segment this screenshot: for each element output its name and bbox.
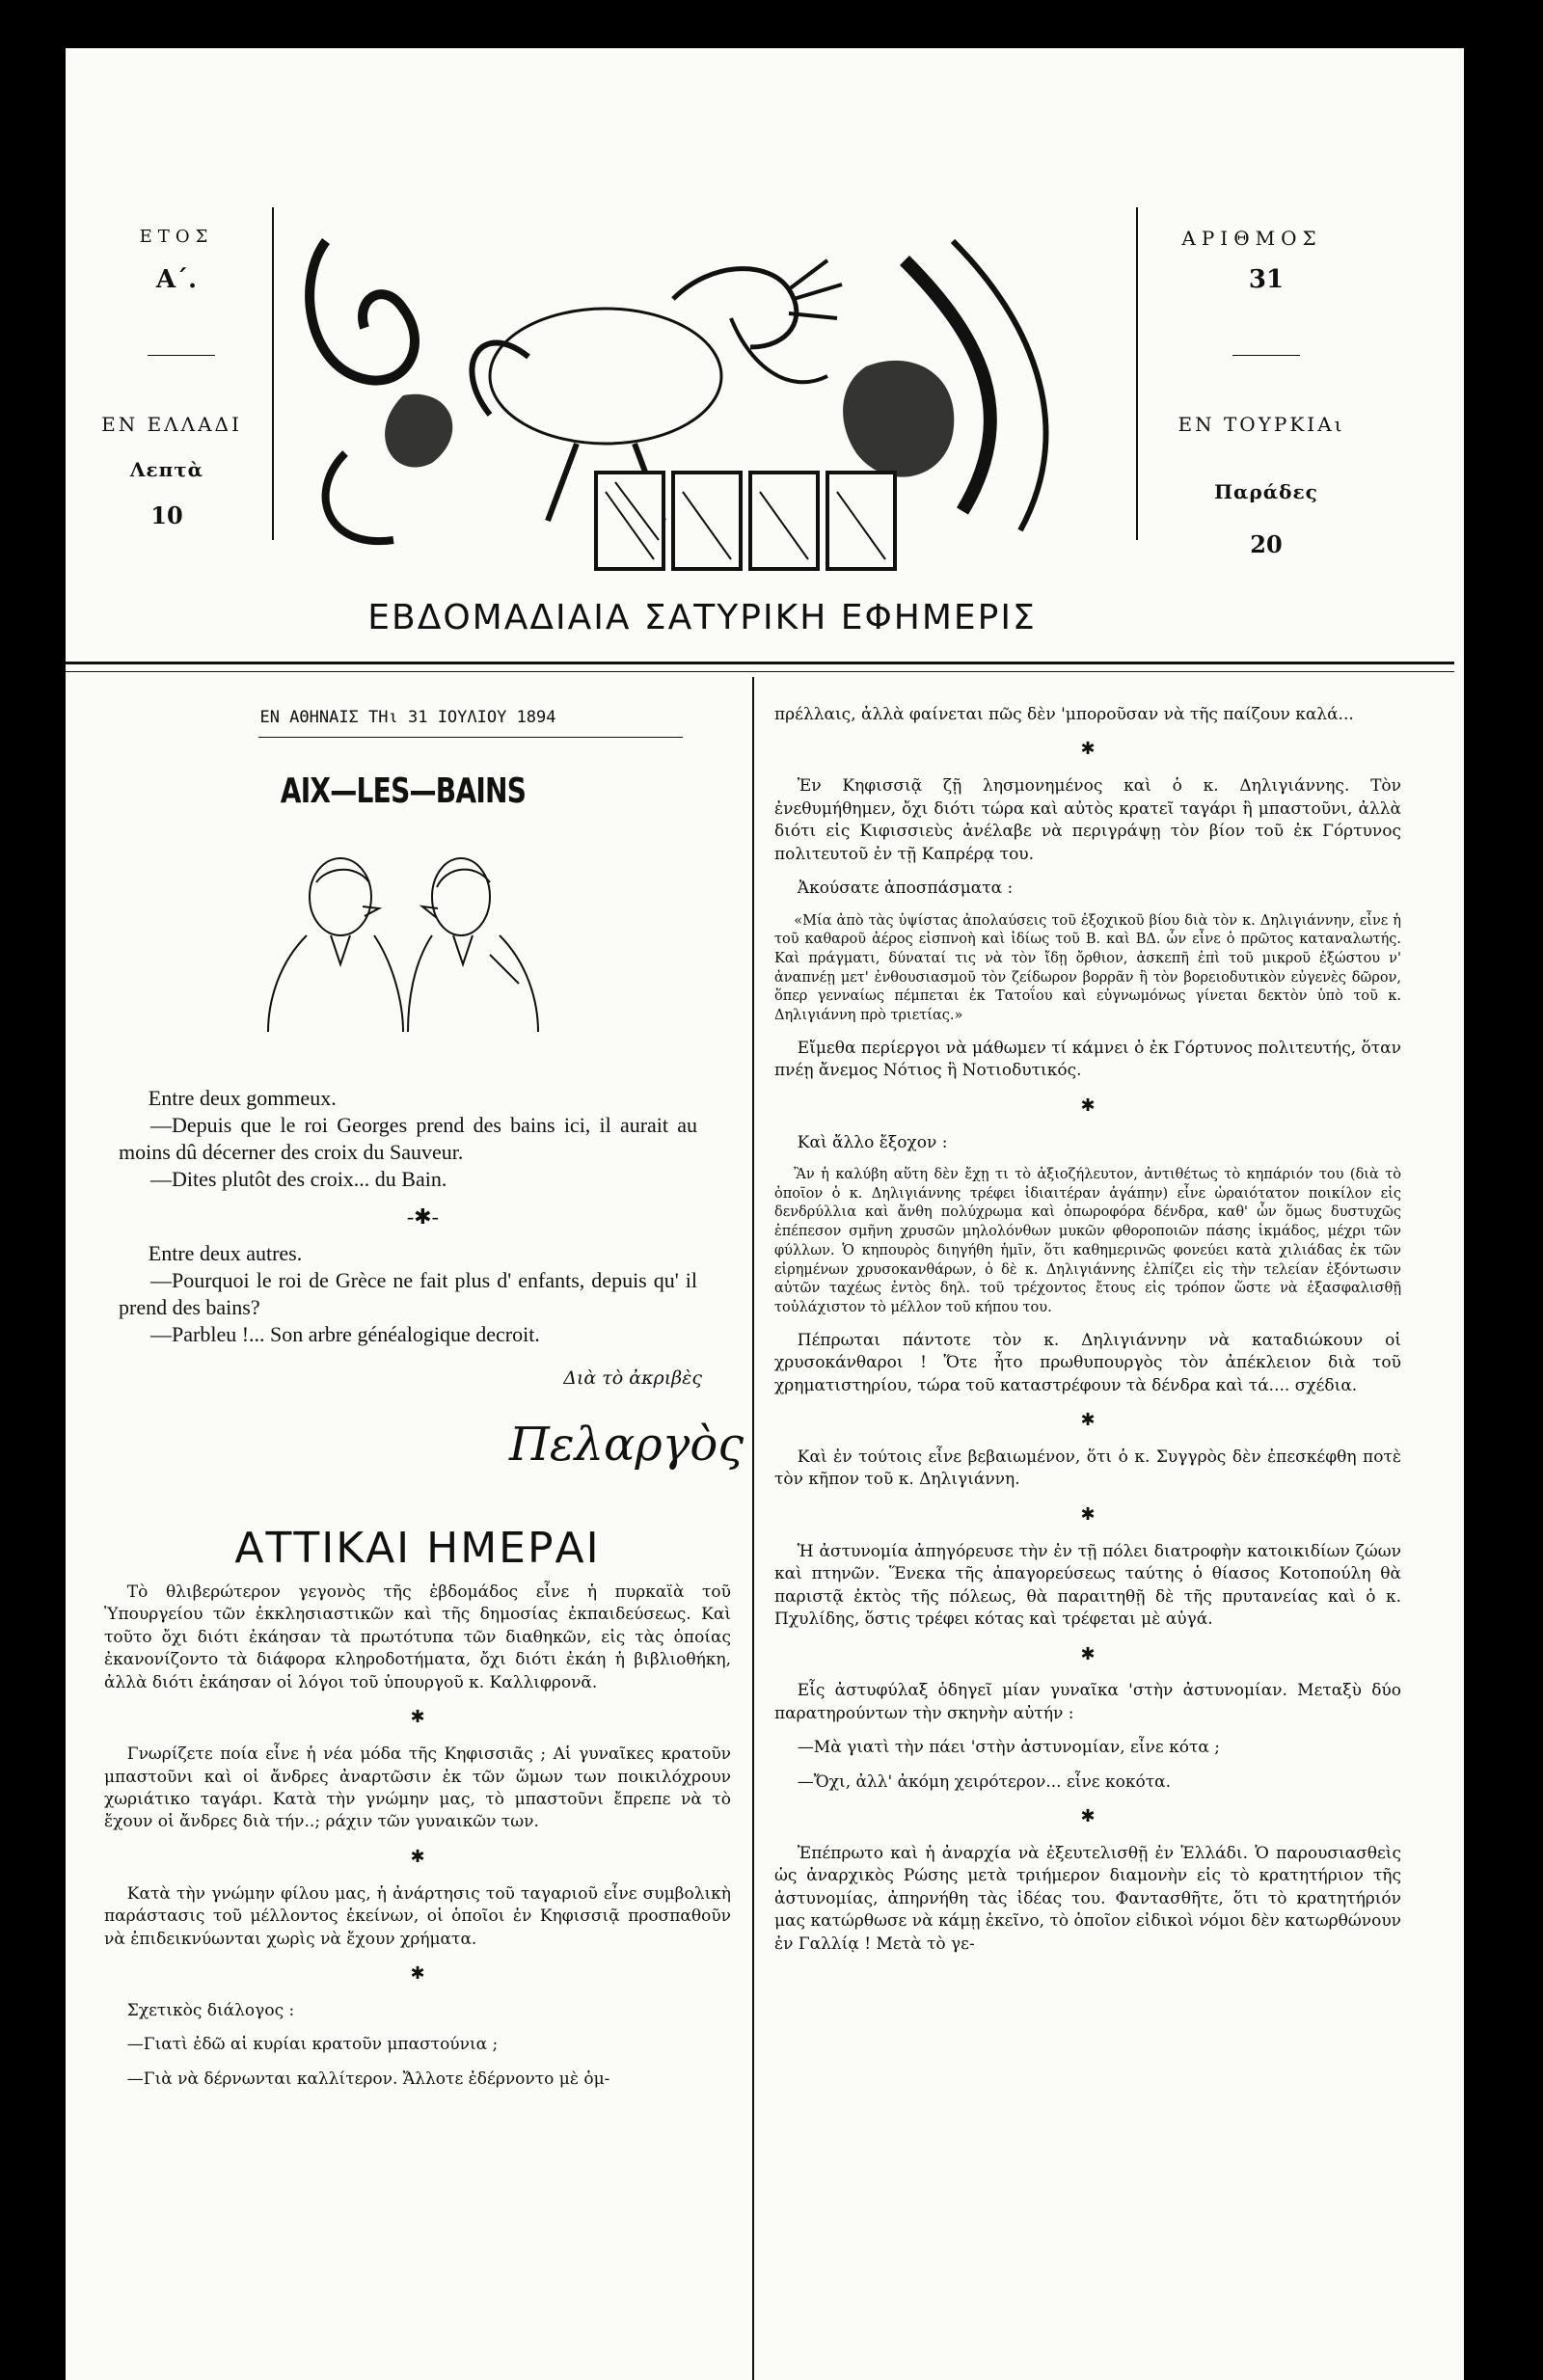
paragraph: Εἴμεθα περίεργοι νὰ μάθωμεν τί κάμνει ὁ ἐκ Γόρτυνος πολιτευτής, ὅταν πνέῃ ἄνεμος Νότιος ἢ Νοτιοδυτικός. [774,1038,1401,1081]
paragraph: —Γιὰ νὰ δέρνωνται καλλίτερον. Ἄλλοτε ἐδέρνοντο μὲ ὁμ- [126,2069,610,2089]
paragraph: πρέλλαις, ἀλλὰ φαίνεται πῶς δὲν 'μποροῦσαν νὰ τῆς παίζουν καλά... [774,705,1354,724]
paragraph: Ἡ ἀστυνομία ἀπηγόρευσε τὴν ἐν τῇ πόλει διατροφὴν κατοικιδίων ζώων καὶ πτηνῶν. Ἕνεκα τῆς ἀπαγορεύσεως ταύτης ὁ θίασος Κοτοπούλη θὰ παριστᾷ ἐκτὸς τῆς πόλεως, θὰ παραιτηθῇ δὲ τῆς πρυτανείας καὶ ὁ κ. Πχυλίδης, ὅστις τρέφει κότας καὶ τρέφεται μὲ αὐγά. [774,1541,1401,1630]
paragraph: Εἷς ἀστυφύλαξ ὁδηγεῖ μίαν γυναῖκα 'στὴν ἀστυνομίαν. Μεταξὺ δύο παρατηρούντων τὴν σκηνὴν αὐτήν : [774,1681,1401,1723]
left-column-text [104,1582,731,2102]
signature: Πελαργὸς [509,1418,744,1472]
number-value: 31 [1248,265,1285,294]
left-place: ΕΝ ΕΛΛΑΔΙ [101,413,242,436]
two-gentlemen-illustration [249,839,557,1032]
star-separator: ✱ [1080,1643,1096,1664]
masthead-illustration [287,203,1126,588]
star-separator: ✱ [1080,1503,1096,1525]
paragraph: Γνωρίζετε ποία εἶνε ἡ νέα μόδα τῆς Κηφισσιᾶς ; Αἱ γυναῖκες κρατοῦν μπαστοῦνι καὶ οἱ ἄνδρες ἀναρτῶσιν ἐκ τῶν ὤμων των ποικιλόχρουν χωριάτικο ταγάρι. Κατὰ τὴν γνώμην μας, τὸ μπαστοῦνι ἔπρεπε νὰ τὸ ἔχουν οἱ ἄνδρες διὰ τήν..; ράχιν τῶν γυναικῶν των. [104,1744,731,1832]
masthead-title [625,492,818,493]
right-column-text [774,704,1401,1967]
fr-paragraph: —Pourquoi le roi de Grèce ne fait plus d' enfants, depuis qu' il prend des bains? [119,1267,697,1320]
paragraph: Ἐπέπρωτο καὶ ἡ ἀναρχία νὰ ἐξευτελισθῇ ἐν Ἑλλάδι. Ὁ παρουσιασθεὶς ὡς ἀναρχικὸς Ρώσης μετὰ τριήμερον διαμονὴν εἰς τὸ κρατητήριον τῆς ἀστυνομίας, ἀπηρνήθη τὰς ἰδέας του. Φαντασθῆτε, ὅτι τὸ κρατητήριόν μας κατώρθωσε νὰ κάμῃ ἐκεῖνο, τὸ ὁποῖον εἰδικοὶ νόμοι δὲν κατωρθώνουν ἐν Γαλλίᾳ ! Μετὰ τὸ γε- [774,1844,1401,1954]
right-currency: Παράδες [1214,480,1318,503]
header-rule [66,662,1454,664]
star-separator: ✱ [410,1846,425,1867]
fr-paragraph: Entre deux autres. [148,1240,303,1265]
section2-title: ΑΤΤΙΚΑΙ ΗΜΕΡΑΙ [234,1524,601,1573]
right-place: ΕΝ ΤΟΥΡΚΙΑι [1178,413,1345,436]
star-separator: ✱ [1080,1410,1096,1431]
fr-paragraph: —Dites plutôt des croix... du Bain. [150,1167,447,1192]
paragraph: Ἐν Κηφισσιᾷ ζῇ λησμονημένος καὶ ὁ κ. Δηλιγιάννης. Τὸν ἐνεθυμήθημεν, ὄχι διότι τώρα καὶ αὐτὸς κρατεῖ ταγάρι ἢ μπαστοῦνι, ἀλλὰ διότι εἰς Κιφισσιεὺς ἀνέλαβε νὰ περιγράψῃ τὸν βίον τοῦ ἐκ Γόρτυνος πολιτευτοῦ ἐν τῇ Καπρέρᾳ του. [774,776,1401,864]
copy-line: Διὰ τὸ ἀκριβὲς [563,1367,702,1389]
paragraph: Κατὰ τὴν γνώμην φίλου μας, ἡ ἀνάρτησις τοῦ ταγαριοῦ εἶνε συμβολικὴ παράστασις τοῦ μέλλοντος ἐκείνων, οἱ ὁποῖοι ἐν Κηφισσιᾷ προσπαθοῦν νὰ ἐπιδεικνύωνται χωρὶς νὰ ἔχουν χρήματα. [104,1883,731,1949]
paragraph: —Ὄχι, ἀλλ' ἀκόμη χειρότερον... εἶνε κοκότα. [797,1771,1172,1792]
paragraph: Καὶ ἐν τούτοις εἶνε βεβαιωμένον, ὅτι ὁ κ. Συγγρὸς δὲν ἐπεσκέφθη ποτὲ τὸν κῆπον τοῦ κ. Δηλιγιάννη. [774,1447,1401,1490]
paragraph: —Γιατὶ ἐδῶ αἱ κυρίαι κρατοῦν μπαστούνια ; [126,2035,499,2055]
paragraph: Καὶ ἄλλο ἔξοχον : [797,1132,948,1152]
quote: Ἂν ἡ καλύβη αὕτη δὲν ἔχῃ τι τὸ ἀξιοζήλευτον, ἀντιθέτως τὸ κηπάριόν του (διὰ τὸ ὁποῖον ὁ κ. Δηλιγιάννης τρέφει ἰδιαιτέραν ἀγάπην) εἶνε ὡραιότατον ποικίλον εἰς δενδρύλλια καὶ ἄνθη πολύχρωμα καὶ ὀπωροφόρα δένδρα, καθ' ὧν ὅμως δυστυχῶς ἐπέπεσον σμῆνη χρυσῶν μηλολόνθων μυκῶν φθοροποιῶν πάσης ἰκμάδος, μέχρι τῶν φύλλων. Ὁ κηπουρὸς διηγήθη ἡμῖν, ὅτι καθημερινῶς φονεύει κατὰ χιλιάδας ἐκ τῶν εἰρημένων χρυσοκανθάρων, ὁ δὲ κ. Δηλιγιάννης ἐλπίζει εἰς τὴν τελείαν ἐξόντωσιν αὐτῶν ταχέως ἐντὸς δηλ. τοῦ τρέχοντος ἔτους εἰς τρόπον ὥστε νὰ ἐξασφαλισθῇ τοὐλάχιστον τὸ μέλλον τοῦ κήπου του. [774,1167,1401,1316]
paragraph: Τὸ θλιβερώτερον γεγονὸς τῆς ἑβδομάδος εἶνε ἡ πυρκαϊὰ τοῦ Ὑπουργείου τῶν ἐκκλησιαστικῶν καὶ τῆς δημοσίας ἐκπαιδεύσεως. Καὶ τοῦτο ὄχι διότι ἐκάησαν τὰ πρωτότυπα τῶν διαθηκῶν, εἰς τὰς ὁποίας ἐκανονίζοντο τὰ διάφορα κληροδοτήματα, ὄχι διότι ἐκάη ἡ βιβλιοθήκη, ἀλλὰ διότι ἐκάησαν οἱ λόγοι τοῦ ὑπουργοῦ κ. Καλλιφρονᾶ. [104,1582,731,1692]
dateline: ΕΝ ΑΘΗΝΑΙΣ ΤΗι 31 ΙΟΥΛΙΟΥ 1894 [259,708,556,727]
star-separator: ✱ [1080,1806,1096,1827]
right-price: 20 [1250,530,1283,558]
left-price: 10 [150,501,183,529]
subtitle: ΕΒΔΟΜΑΔΙΑΙΑ ΣΑΤΥΡΙΚΗ ΕΦΗΜΕΡΙΣ [367,598,1037,637]
masthead-right-border [1136,207,1138,540]
paragraph: Πέπρωται πάντοτε τὸν κ. Δηλιγιάννην νὰ καταδιώκουν οἱ χρυσοκάνθαροι ! Ὅτε ἦτο πρωθυπουργὸς τὸν ἀπέκλειον διὰ τοῦ χρηματιστηρίου, τώρα τοῦ καταστρέφουν τὰ δένδρα καὶ τά.... σχέδια. [774,1330,1401,1395]
fr-paragraph: Entre deux gommeux. [148,1086,337,1110]
paragraph: Σχετικὸς διάλογος : [126,2000,295,2020]
fr-separator: -✱- [406,1204,439,1229]
fr-paragraph: —Parbleu !... Son arbre généalogique decroit. [150,1322,540,1347]
left-currency: Λεπτὰ [129,458,204,481]
quote: «Μία ἀπὸ τὰς ὑψίστας ἀπολαύσεις τοῦ ἐξοχικοῦ βίου διὰ τὸν κ. Δηλιγιάννην, εἶνε ἡ τοῦ καθαροῦ ἀέρος εἰσπνοὴ καὶ ἰδίως τοῦ Β. καὶ ΒΔ. ὧν εἶνε ὁ πρῶτος καταναλωτής. Καὶ πράγματι, δύναταί τις νὰ τὸν ἴδῃ ὄρθιον, ἀσκεπῆ ἐπὶ τοῦ μικροῦ ἐξώστου ν' ἀναπνέῃ μετ' ἐνθουσιασμοῦ τὸν ζείδωρον βορρᾶν ἢ τὸν βορειοδυτικὸν εὐγενὲς δῶρον, ὅπερ γενναίως πέμπεται ἐκ Τατοΐου καὶ εὐγνωμόνως γίνεται δεκτὸν ὑπὸ τοῦ κ. Δηλιγιάννη πρὸ τριετίας.» [774,912,1401,1024]
number-label: ΑΡΙΘΜΟΣ [1181,227,1322,250]
divider [1232,355,1300,356]
star-separator: ✱ [1080,1095,1096,1116]
year-label: ΕΤΟΣ [139,227,214,247]
star-separator: ✱ [410,1707,425,1728]
divider [148,355,215,356]
star-separator: ✱ [1080,739,1096,760]
section-title: AIX—LES—BAINS [280,771,527,811]
year-value: Α΄. [155,265,198,294]
star-separator: ✱ [410,1963,425,1985]
french-dialogue [119,1085,697,1348]
header-rule-thin [66,671,1454,672]
newspaper-page [66,48,1464,2380]
masthead-left-border [272,207,274,540]
column-divider [752,677,754,2380]
paragraph: Ἀκούσατε ἀποσπάσματα : [797,879,1014,899]
paragraph: —Μὰ γιατὶ τὴν πάει 'στὴν ἀστυνομίαν, εἶνε κότα ; [797,1738,1220,1758]
dateline-rule [258,737,683,738]
fr-paragraph: —Depuis que le roi Georges prend des bains ici, il aurait au moins dû décerner des croix du Sauveur. [119,1113,697,1165]
